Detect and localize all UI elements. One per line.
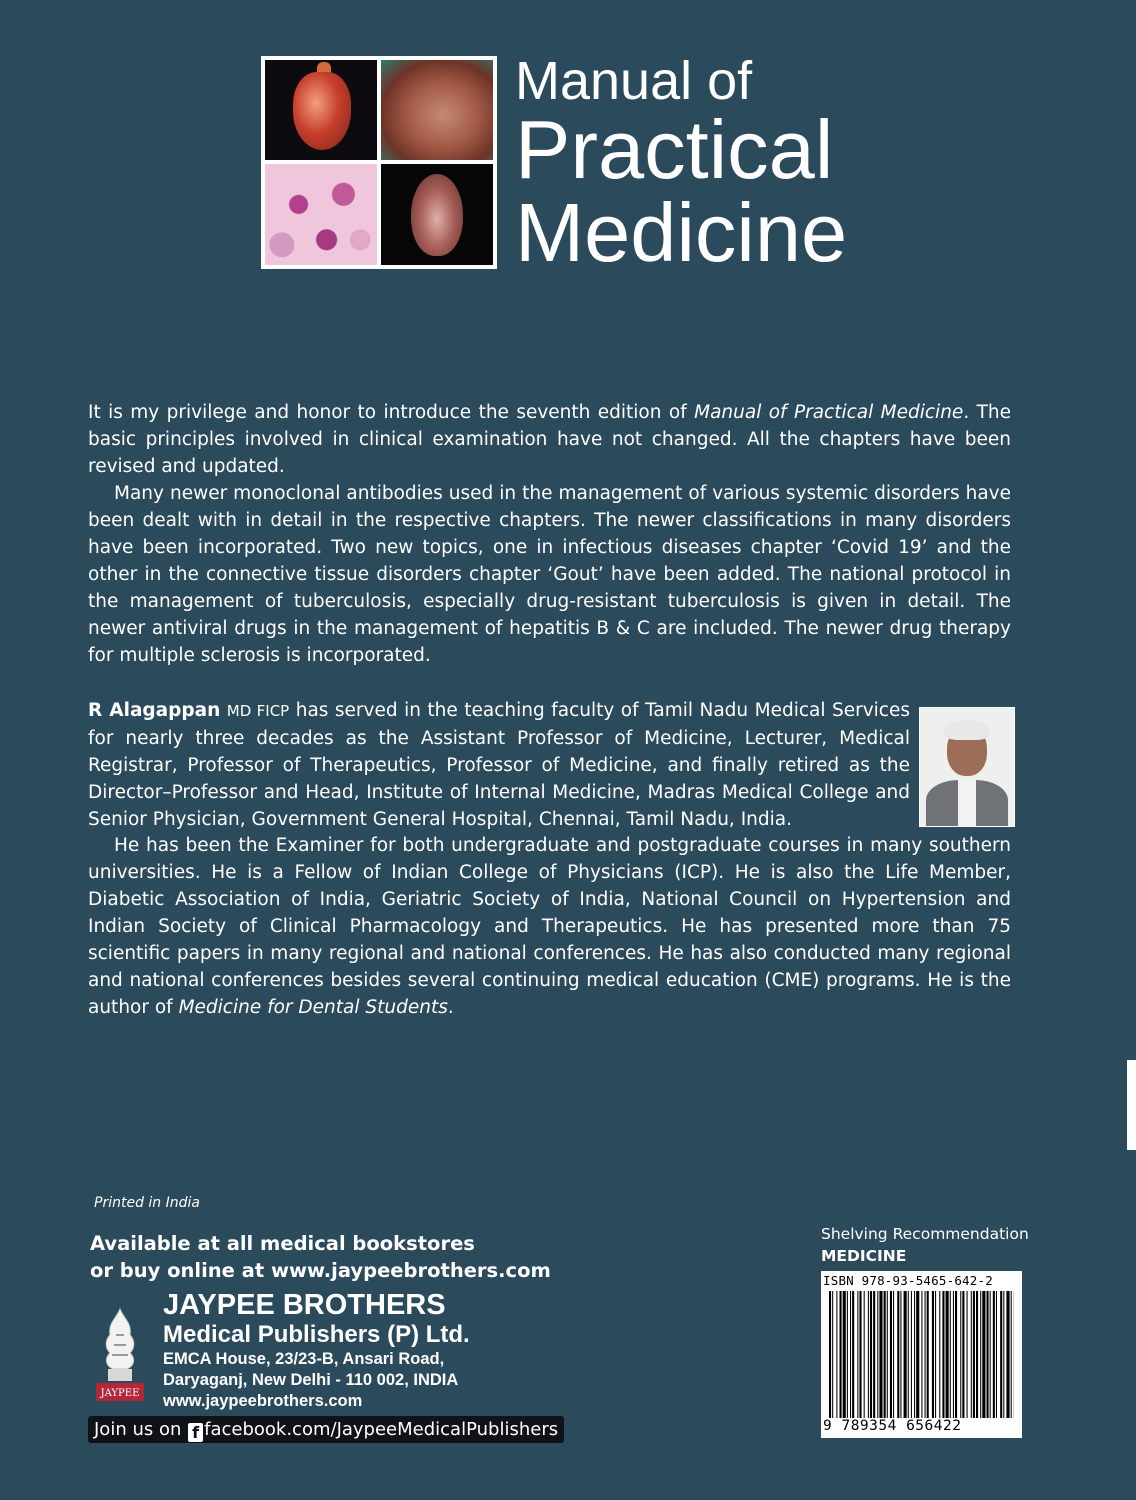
skin-lesion-photo xyxy=(381,60,493,160)
title-line-1: Manual of xyxy=(515,51,753,111)
barcode-bar xyxy=(955,1291,957,1418)
author-bio-1-text: has served in the teaching faculty of Tamil Nadu Medical Services for nearly three decades as the Assistant Professor of Medicine, Lecturer, Medical Registrar, Professor of Therapeutics, Professor of Medicine, and finally retired as the Director–Professor and Head, Institute of Internal Medicine, Madras Medical College and Senior Physician, Government General Hospital, Chennai, Tamil Nadu, India. xyxy=(88,700,910,830)
author-photo xyxy=(919,707,1015,827)
barcode-digits: 9 789354 656422 xyxy=(823,1418,962,1434)
barcode-bar xyxy=(962,1291,964,1418)
title-line-2: Practical xyxy=(515,103,834,196)
barcode-bar xyxy=(946,1291,949,1418)
publisher-block xyxy=(163,1290,470,1412)
book-title xyxy=(515,51,848,279)
printed-in-label: Printed in India xyxy=(94,1195,200,1211)
barcode-bar xyxy=(890,1291,892,1418)
barcode-bar xyxy=(868,1291,869,1418)
kidney-specimen-photo xyxy=(381,164,493,265)
barcode-bar xyxy=(877,1291,878,1418)
publisher-website[interactable]: www.jaypeebrothers.com xyxy=(163,1392,363,1410)
barcode-bar xyxy=(884,1291,886,1418)
barcode-bar xyxy=(967,1291,968,1418)
barcode-bar xyxy=(1006,1291,1009,1418)
availability-text xyxy=(90,1230,551,1284)
availability-line-2: or buy online at www.jaypeebrothers.com xyxy=(90,1259,551,1282)
publisher-address-1: EMCA House, 23/23-B, Ansari Road, xyxy=(163,1350,445,1368)
barcode-bar xyxy=(829,1291,831,1418)
barcode-bar xyxy=(993,1291,995,1418)
barcode-bar xyxy=(843,1291,846,1418)
facebook-banner[interactable] xyxy=(88,1416,564,1443)
author-bio-paragraph-1 xyxy=(88,697,910,833)
barcode-bar xyxy=(850,1291,851,1418)
author-credentials: MD FICP xyxy=(226,702,290,720)
barcode-bar xyxy=(857,1291,858,1418)
barcode-bar xyxy=(935,1291,936,1418)
barcode-bar xyxy=(925,1291,926,1418)
barcode-bar xyxy=(900,1291,901,1418)
barcode-bar xyxy=(953,1291,954,1418)
author-name: R Alagappan xyxy=(88,700,221,721)
blood-smear-photo xyxy=(265,164,377,265)
barcode-bar xyxy=(911,1291,912,1418)
barcode-bar xyxy=(916,1291,919,1418)
barcode-bars xyxy=(829,1291,1014,1418)
barcode-bar xyxy=(921,1291,922,1418)
barcode-bar xyxy=(832,1291,833,1418)
heart-illustration xyxy=(265,60,377,160)
barcode-bar xyxy=(996,1291,997,1418)
barcode-bar xyxy=(908,1291,909,1418)
kidney-shape xyxy=(411,174,463,256)
barcode-bar xyxy=(873,1291,875,1418)
barcode-bar xyxy=(1003,1291,1004,1418)
intro-paragraph-2: Many newer monoclonal antibodies used in the management of various systemic disorders have been dealt with in detail in the respective chapters. The newer classifications in many disorders have been incorporated. Two new topics, one in infectious diseases chapter ‘Covid 19’ and the other in the connective tissue disorders chapter ‘Gout’ have been added. The national protocol in the management of tuberculosis, especially drug-resistant tuberculosis is given in detail. The newer antiviral drugs in the management of hepatitis B & C are included. The newer drug therapy for multiple sclerosis is incorporated. xyxy=(88,483,1011,666)
side-edge-tab xyxy=(1127,1060,1136,1150)
barcode-bar xyxy=(982,1291,985,1418)
author-bio-2-start: He has been the Examiner for both undergraduate and postgraduate courses in many southern universities. He is a Fellow of Indian College of Physicians (ICP). He is also the Life Member, Diabetic Association of India, Geriatric Society of India, National Council on Hypertension and Indian Society of Clinical Pharmacology and Therapeutics. He has presented more than 75 scientific papers in many regional and national conferences. He has also conducted many regional and national conferences besides several continuing medical education (CME) programs. He is the author of xyxy=(88,835,1011,1018)
barcode-bar xyxy=(852,1291,854,1418)
author-bio-2-end: . xyxy=(447,997,454,1018)
author-bio-paragraph-2 xyxy=(88,832,1011,1021)
facebook-icon: f xyxy=(188,1423,203,1442)
shelving-label: Shelving Recommendation xyxy=(821,1225,1029,1243)
barcode-bar xyxy=(870,1291,872,1418)
facebook-url[interactable]: facebook.com/JaypeeMedicalPublishers xyxy=(204,1419,559,1440)
barcode-bar xyxy=(960,1291,961,1418)
barcode-bar xyxy=(864,1291,865,1418)
shelving-value: MEDICINE xyxy=(821,1247,907,1265)
barcode-bar xyxy=(859,1291,861,1418)
heart-shape xyxy=(293,72,351,150)
barcode-bar xyxy=(980,1291,981,1418)
intro-p1-end: . The basic principles involved in clinical examination have not changed. All the chapters have been revised and updated. xyxy=(88,402,1011,477)
cover-image-mosaic xyxy=(261,56,497,269)
barcode-bar xyxy=(879,1291,882,1418)
barcode-bar xyxy=(1000,1291,1002,1418)
intro-p1-book-title: Manual of Practical Medicine xyxy=(694,402,964,423)
intro-paragraph-1 xyxy=(88,399,1011,480)
barcode-bar xyxy=(847,1291,848,1418)
intro-p1-start: It is my privilege and honor to introduce the seventh edition of xyxy=(88,402,695,423)
shelving-recommendation xyxy=(821,1223,1029,1267)
title-line-3: Medicine xyxy=(515,186,848,279)
barcode-bar xyxy=(887,1291,888,1418)
barcode-bar xyxy=(987,1291,989,1418)
isbn-barcode xyxy=(821,1271,1022,1438)
barcode-bar xyxy=(1011,1291,1012,1418)
barcode-bar xyxy=(973,1291,975,1418)
barcode-bar xyxy=(950,1291,951,1418)
barcode-bar xyxy=(971,1291,972,1418)
logo-label: JAYPEE xyxy=(100,1388,140,1399)
barcode-bar xyxy=(932,1291,934,1418)
publisher-subtitle: Medical Publishers (P) Ltd. xyxy=(163,1321,470,1348)
join-prefix: Join us on xyxy=(94,1419,182,1440)
barcode-bar xyxy=(976,1291,978,1418)
barcode-bar xyxy=(939,1291,940,1418)
publisher-name: JAYPEE BROTHERS xyxy=(163,1289,446,1321)
jaypee-logo xyxy=(92,1305,148,1405)
barcode-bar xyxy=(990,1291,991,1418)
barcode-bar xyxy=(897,1291,899,1418)
availability-line-1: Available at all medical bookstores xyxy=(90,1232,475,1255)
photo-shirt-shape xyxy=(958,780,976,826)
barcode-bar xyxy=(836,1291,837,1418)
isbn-text: ISBN 978-93-5465-642-2 xyxy=(823,1273,993,1288)
barcode-bar xyxy=(942,1291,944,1418)
author-other-book-title: Medicine for Dental Students xyxy=(178,997,448,1018)
photo-hair-shape xyxy=(944,720,990,740)
publisher-address-2: Daryaganj, New Delhi - 110 002, INDIA xyxy=(163,1371,459,1389)
barcode-bar xyxy=(893,1291,894,1418)
barcode-bar xyxy=(914,1291,915,1418)
barcode-bar xyxy=(904,1291,907,1418)
barcode-bar xyxy=(927,1291,929,1418)
barcode-bar xyxy=(840,1291,842,1418)
